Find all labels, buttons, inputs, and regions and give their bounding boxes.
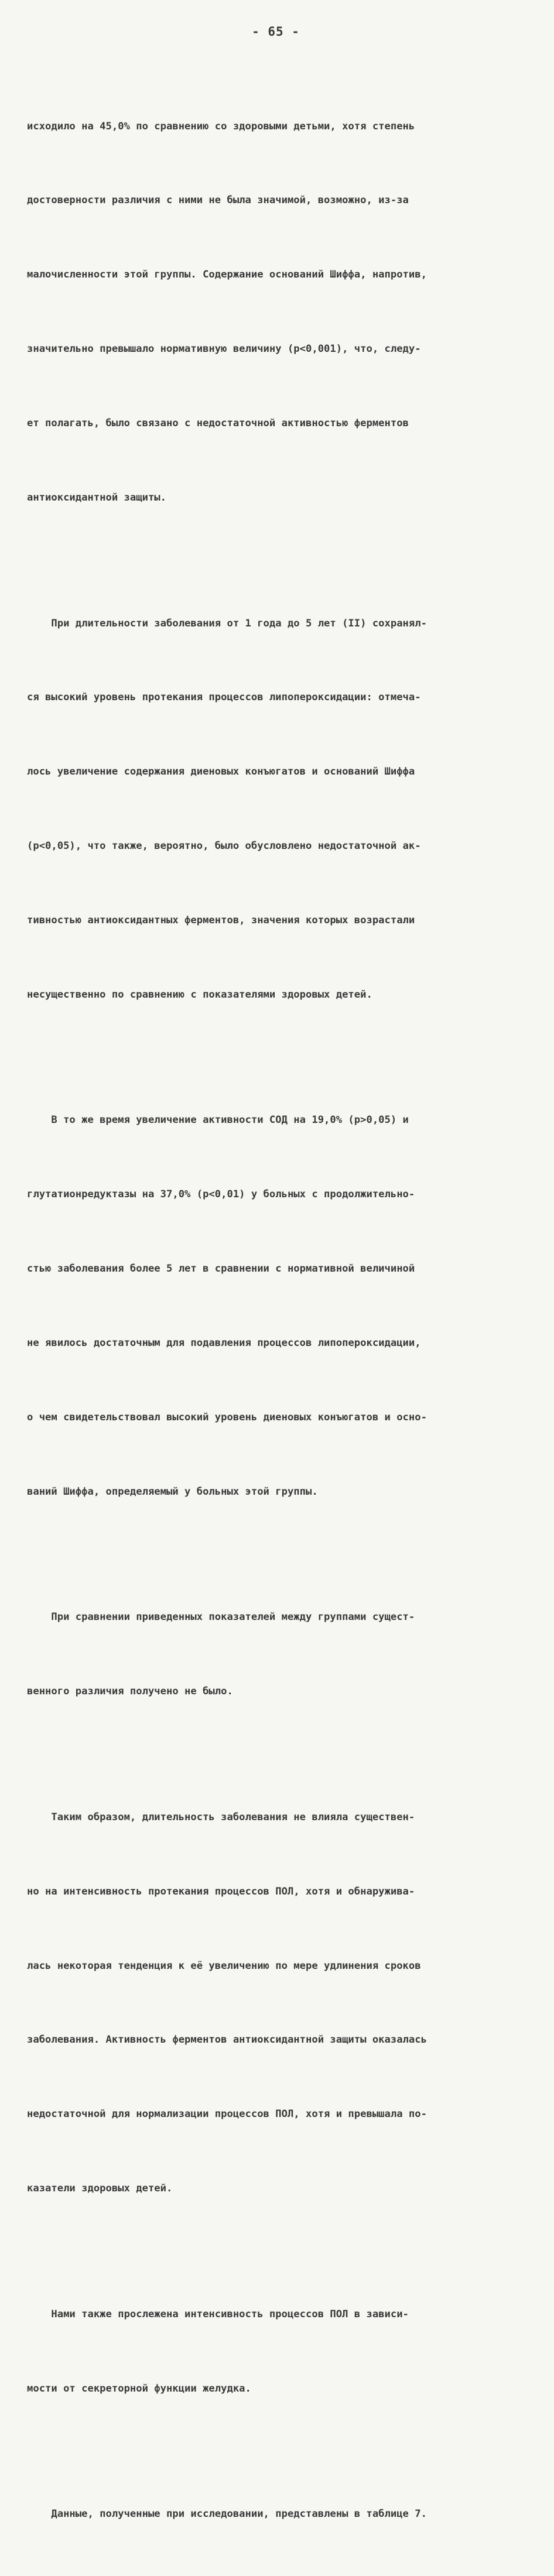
paragraph-6 [27,2252,525,2450]
text-line: Нами также прослежена интенсивность процессов ПОЛ в зависи- [27,2308,409,2320]
text-line: значительно превышало нормативную величину (р<0,001), что, следу- [27,343,421,355]
text-line: исходило на 45,0% по сравнению со здоровыми детьми, хотя степень [27,120,415,132]
text-line: лась некоторая тенденция к её увеличению по мере удлинения сроков [27,1960,421,1972]
text-line: стью заболевания более 5 лет в сравнении с нормативной величиной [27,1263,415,1275]
text-line: Таким образом, длительность заболевания не влияла существен- [27,1811,415,1823]
text-line: заболевания. Активность ферментов антиоксидантной защиты оказалась [27,2034,427,2046]
text-line: венного различия получено не было. [27,1686,233,1698]
page-number: - 65 - [252,25,300,39]
text-line: При длительности заболевания от 1 года до 5 лет (II) сохранял- [27,617,427,629]
text-line: тивностью антиоксидантных ферментов, значения которых возрастали [27,914,415,927]
text-line: Данные, полученные при исследовании, представлены в таблице 7. [27,2508,427,2520]
text-line: лось увеличение содержания диеновых конъюгатов и оснований Шиффа [27,766,415,778]
text-line: ваний Шиффа, определяемый у больных этой группы. [27,1485,318,1498]
text-line: глутатионредуктазы на 37,0% (р<0,01) у больных с продолжительно- [27,1188,415,1201]
text-line: несущественно по сравнению с показателями здоровых детей. [27,988,372,1001]
text-line: не явилось достаточным для подавления процессов липопероксидации, [27,1337,421,1349]
text-line: казатели здоровых детей. [27,2183,173,2195]
text-line: достоверности различия с ними не была значимой, возможно, из-за [27,194,409,207]
paragraph-7 [27,2452,525,2576]
paragraph-3 [27,1059,525,1554]
paragraph-2 [27,561,525,1057]
text-line: В то же время увеличение активности СОД на 19,0% (р>0,05) и [27,1114,409,1126]
text-line: недостаточной для нормализации процессов ПОЛ, хотя и превышала по- [27,2108,427,2121]
text-line: антиоксидантной защиты. [27,492,166,504]
paragraph-5 [27,1755,525,2250]
text-line: (р<0,05), что также, вероятно, было обусловлено недостаточной ак- [27,840,421,852]
text-line: о чем свидетельствовал высокий уровень диеновых конъюгатов и осно- [27,1412,427,1424]
text-line: ся высокий уровень протекания процессов липопероксидации: отмеча- [27,691,421,704]
paragraph-1 [27,64,525,560]
text-line: но на интенсивность протекания процессов ПОЛ, хотя и обнаружива- [27,1885,415,1897]
text-line: ет полагать, было связано с недостаточной активностью ферментов [27,417,409,430]
text-line: мости от секреторной функции желудка. [27,2382,251,2395]
paragraph-4 [27,1556,525,1753]
text-line: При сравнении приведенных показателей между группами сущест- [27,1611,415,1623]
text-line: малочисленности этой группы. Содержание оснований Шиффа, напротив, [27,269,427,281]
